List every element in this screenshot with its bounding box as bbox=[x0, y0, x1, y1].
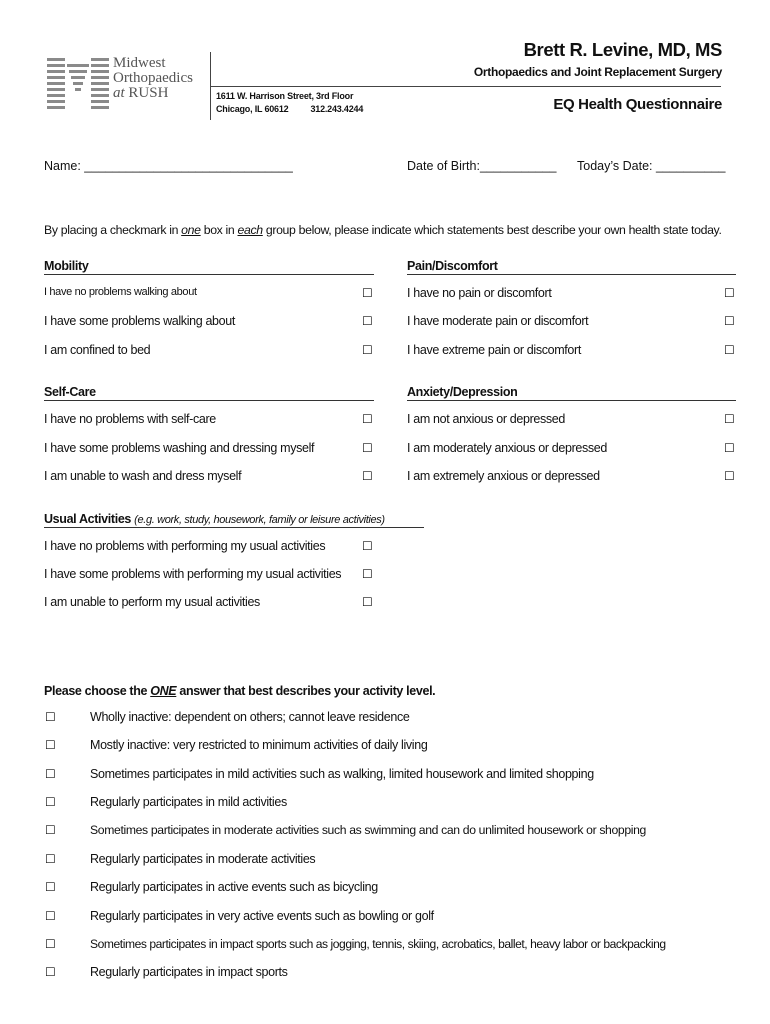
activity-option-1: Wholly inactive: dependent on others; cannot leave residence bbox=[90, 710, 410, 724]
usual-option-2: I have some problems with performing my usual activities bbox=[44, 567, 342, 581]
todays-date-field[interactable]: Today’s Date: __________ bbox=[577, 159, 726, 173]
activity-option-7: Regularly participates in active events such as bicycling bbox=[90, 880, 378, 894]
logo-line1: Midwest bbox=[113, 55, 166, 71]
activity-question-one: ONE bbox=[150, 684, 177, 698]
address-street: 1611 W. Harrison Street, 3rd Floor bbox=[216, 91, 354, 101]
usual-checkbox-2[interactable]: ☐ bbox=[362, 567, 373, 581]
name-field[interactable]: Name: ______________________________ bbox=[44, 159, 293, 173]
activity-question-post: answer that best describes your activity level. bbox=[176, 684, 436, 698]
activity-option-9: Sometimes participates in impact sports such as jogging, tennis, skiing, acrobatics, ballet, heavy labor or backpacking bbox=[90, 937, 666, 951]
date-of-birth-field[interactable]: Date of Birth:___________ bbox=[407, 159, 557, 173]
mobility-heading: Mobility bbox=[44, 259, 374, 275]
anxiety-checkbox-3[interactable]: ☐ bbox=[724, 469, 735, 483]
usual-activities-title: Usual Activities bbox=[44, 512, 132, 526]
instructions-each: each bbox=[237, 223, 263, 237]
activity-checkbox-1[interactable]: ☐ bbox=[45, 710, 56, 724]
anxiety-option-1: I am not anxious or depressed bbox=[407, 412, 566, 426]
logo-wordmark bbox=[113, 56, 193, 101]
usual-checkbox-1[interactable]: ☐ bbox=[362, 539, 373, 553]
usual-activities-heading bbox=[44, 512, 424, 528]
mobility-checkbox-2[interactable]: ☐ bbox=[362, 314, 373, 328]
anxiety-checkbox-2[interactable]: ☐ bbox=[724, 441, 735, 455]
activity-checkbox-6[interactable]: ☐ bbox=[45, 852, 56, 866]
activity-checkbox-7[interactable]: ☐ bbox=[45, 880, 56, 894]
logo-line2: Orthopaedics bbox=[113, 70, 193, 86]
logo-at: at bbox=[113, 85, 125, 101]
form-title: EQ Health Questionnaire bbox=[553, 96, 722, 113]
usual-option-1: I have no problems with performing my usual activities bbox=[44, 539, 326, 553]
activity-option-8: Regularly participates in very active events such as bowling or golf bbox=[90, 909, 434, 923]
midwest-orthopaedics-logo-mark bbox=[47, 58, 109, 110]
self-care-checkbox-2[interactable]: ☐ bbox=[362, 441, 373, 455]
activity-option-4: Regularly participates in mild activities bbox=[90, 795, 287, 809]
activity-option-2: Mostly inactive: very restricted to minimum activities of daily living bbox=[90, 738, 428, 752]
pain-checkbox-1[interactable]: ☐ bbox=[724, 286, 735, 300]
activity-checkbox-8[interactable]: ☐ bbox=[45, 909, 56, 923]
anxiety-option-3: I am extremely anxious or depressed bbox=[407, 469, 600, 483]
activity-option-10: Regularly participates in impact sports bbox=[90, 965, 288, 979]
activity-option-5: Sometimes participates in moderate activities such as swimming and can do unlimited housework or shopping bbox=[90, 823, 646, 837]
mobility-checkbox-1[interactable]: ☐ bbox=[362, 286, 373, 300]
activity-question bbox=[44, 684, 435, 698]
activity-checkbox-4[interactable]: ☐ bbox=[45, 795, 56, 809]
anxiety-option-2: I am moderately anxious or depressed bbox=[407, 441, 608, 455]
activity-question-pre: Please choose the bbox=[44, 684, 151, 698]
self-care-option-2: I have some problems washing and dressing myself bbox=[44, 441, 315, 455]
usual-option-3: I am unable to perform my usual activities bbox=[44, 595, 260, 609]
activity-checkbox-9[interactable]: ☐ bbox=[45, 937, 56, 951]
clinic-address bbox=[216, 90, 363, 116]
usual-activities-subtitle: (e.g. work, study, housework, family or leisure activities) bbox=[134, 514, 385, 526]
doctor-name: Brett R. Levine, MD, MS bbox=[523, 39, 722, 60]
logo-rush: RUSH bbox=[128, 85, 169, 101]
pain-checkbox-3[interactable]: ☐ bbox=[724, 343, 735, 357]
pain-option-1: I have no pain or discomfort bbox=[407, 286, 552, 300]
mobility-option-2: I have some problems walking about bbox=[44, 314, 235, 328]
activity-checkbox-2[interactable]: ☐ bbox=[45, 738, 56, 752]
instructions-mid: box in bbox=[200, 223, 238, 237]
pain-option-3: I have extreme pain or discomfort bbox=[407, 343, 581, 357]
address-city: Chicago, IL 60612 bbox=[216, 104, 289, 114]
mobility-option-1: I have no problems walking about bbox=[44, 286, 197, 298]
instructions-one: one bbox=[181, 223, 201, 237]
mobility-option-3: I am confined to bed bbox=[44, 343, 151, 357]
activity-option-3: Sometimes participates in mild activities such as walking, limited housework and limited shopping bbox=[90, 767, 594, 781]
self-care-heading: Self-Care bbox=[44, 385, 374, 401]
instructions bbox=[44, 223, 722, 237]
activity-checkbox-5[interactable]: ☐ bbox=[45, 823, 56, 837]
pain-heading: Pain/Discomfort bbox=[407, 259, 736, 275]
address-phone: 312.243.4244 bbox=[310, 104, 364, 114]
pain-option-2: I have moderate pain or discomfort bbox=[407, 314, 589, 328]
self-care-option-3: I am unable to wash and dress myself bbox=[44, 469, 242, 483]
activity-checkbox-10[interactable]: ☐ bbox=[45, 965, 56, 979]
self-care-checkbox-3[interactable]: ☐ bbox=[362, 469, 373, 483]
header-horizontal-rule bbox=[211, 86, 721, 87]
usual-checkbox-3[interactable]: ☐ bbox=[362, 595, 373, 609]
instructions-post: group below, please indicate which statements best describe your own health state today. bbox=[262, 223, 722, 237]
activity-checkbox-3[interactable]: ☐ bbox=[45, 767, 56, 781]
anxiety-heading: Anxiety/Depression bbox=[407, 385, 736, 401]
pain-checkbox-2[interactable]: ☐ bbox=[724, 314, 735, 328]
self-care-checkbox-1[interactable]: ☐ bbox=[362, 412, 373, 426]
doctor-specialty: Orthopaedics and Joint Replacement Surgery bbox=[473, 65, 722, 79]
activity-option-6: Regularly participates in moderate activities bbox=[90, 852, 316, 866]
anxiety-checkbox-1[interactable]: ☐ bbox=[724, 412, 735, 426]
instructions-pre: By placing a checkmark in bbox=[44, 223, 182, 237]
self-care-option-1: I have no problems with self-care bbox=[44, 412, 216, 426]
mobility-checkbox-3[interactable]: ☐ bbox=[362, 343, 373, 357]
